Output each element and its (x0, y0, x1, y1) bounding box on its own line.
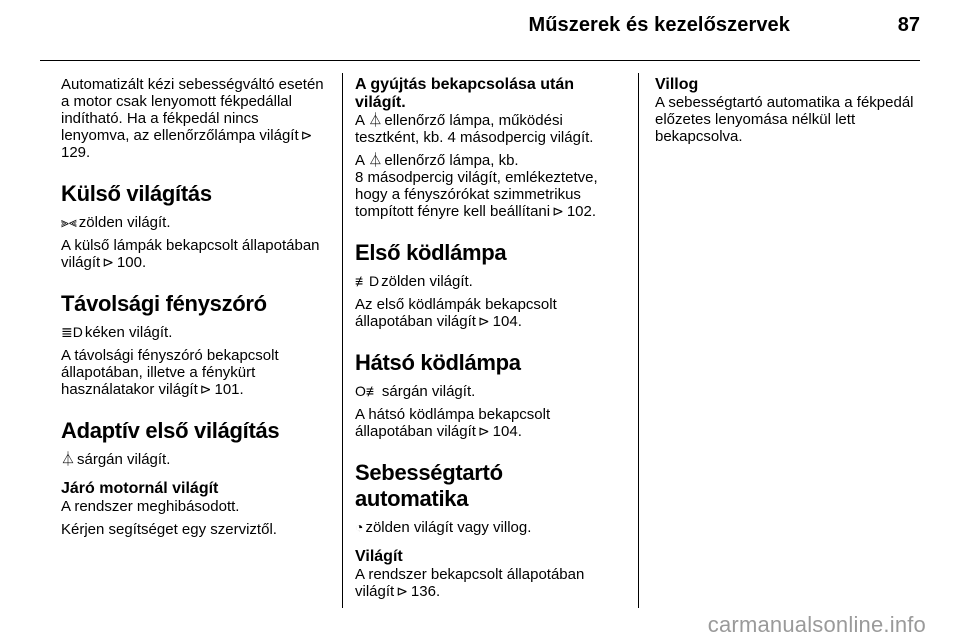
exterior-lighting-desc (61, 237, 326, 271)
column-3 (655, 76, 920, 151)
intro-paragraph (61, 76, 326, 161)
seek-service-text: Kérjen segítséget egy szerviztől. (61, 521, 277, 538)
page-ref-arrow-icon: ⊳ (300, 127, 313, 143)
page-ref[interactable]: 101. (214, 381, 244, 398)
column-divider-1 (342, 73, 343, 608)
side-lights-icon: ⫸⫷ (61, 214, 77, 230)
page-ref-arrow-icon: ⊳ (396, 583, 408, 599)
rear-fog-desc (355, 406, 620, 440)
subheading-illuminated: Világít (355, 548, 403, 565)
subheading-engine-running: Járó motornál világít (61, 480, 219, 497)
page-ref[interactable]: 129. (61, 144, 91, 161)
watermark-text: carmanualsonline.info (707, 612, 926, 637)
adaptive-lighting-status (61, 451, 326, 468)
page-ref[interactable]: 102. (566, 203, 597, 220)
page-number: 87 (897, 14, 920, 36)
column-1 (61, 76, 326, 544)
cruise-control-icon: ◔ (355, 519, 364, 535)
status-text: sárgán világít. (77, 451, 171, 468)
afl-reminder-paragraph: A ⏃ ellenőrző lámpa, kb. 8 másodpercig világít, emlékeztetve, hogy a fényszórókat szimmetrikus tompított fényre kell beállítani ⊳ 102. (355, 152, 598, 220)
desc-text: A külső lámpák bekapcsolt állapotában világít (61, 237, 320, 271)
section-heading-high-beam: Távolsági fényszóró (61, 291, 267, 316)
cruise-control-status (355, 519, 620, 536)
high-beam-desc (61, 347, 326, 398)
page-ref-arrow-icon: ⊳ (477, 423, 490, 439)
desc-text: A távolsági fényszóró bekapcsolt állapotában, illetve a fénykürt használatakor világít (61, 347, 279, 398)
status-text: zölden világít. (381, 273, 473, 290)
page-ref[interactable]: 104. (492, 423, 522, 440)
page-ref-arrow-icon: ⊳ (199, 381, 212, 397)
desc-text: 8 másodpercig világít, emlékeztetve, hogy a fényszórókat szimmetrikus tompított fényre kell beállítani (355, 169, 598, 220)
header-rule (40, 60, 920, 61)
status-text: kéken világít. (84, 324, 173, 341)
status-text: sárgán világít. (381, 383, 476, 400)
page-ref[interactable]: 136. (410, 583, 441, 600)
page-ref-arrow-icon: ⊳ (102, 254, 114, 270)
high-beam-status (61, 324, 326, 341)
section-heading-cruise-control: Sebességtartó automatika (355, 460, 503, 511)
front-fog-status (355, 273, 620, 290)
desc-text: ellenőrző lámpa, kb. (384, 152, 519, 169)
page-ref[interactable]: 104. (492, 313, 522, 330)
rear-fog-status (355, 383, 620, 400)
adaptive-lighting-icon: ⏃ (368, 152, 383, 168)
desc-text: A hátsó ködlámpa bekapcsolt állapotában világít (355, 406, 551, 440)
desc-text: A rendszer bekapcsolt állapotában világít (355, 566, 585, 600)
section-heading-exterior-lighting: Külső világítás (61, 181, 212, 206)
page-header-title: Műszerek és kezelőszervek (528, 14, 790, 36)
page-ref[interactable]: 100. (116, 254, 147, 271)
subheading-after-ignition: A gyújtás bekapcsolása után világít. (355, 76, 575, 111)
high-beam-icon: ≣D (61, 324, 83, 340)
afl-test-paragraph: A ⏃ ellenőrző lámpa, működési tesztként, kb. 4 másodpercig világít. (355, 112, 594, 146)
front-fog-icon: ≢D (355, 273, 380, 289)
status-text: zölden világít vagy villog. (365, 519, 532, 536)
adaptive-lighting-icon: ⏃ (61, 451, 75, 467)
section-heading-adaptive-lighting: Adaptív első világítás (61, 418, 280, 443)
section-heading-front-fog: Első ködlámpa (355, 240, 507, 265)
column-divider-2 (638, 73, 639, 608)
desc-text: Az első ködlámpák bekapcsolt állapotában világít (355, 296, 557, 330)
front-fog-desc (355, 296, 620, 330)
flashing-desc: A sebességtartó automatika a fékpedál előzetes lenyomása nélkül lett bekapcsolva. (655, 94, 914, 145)
status-text: zölden világít. (78, 214, 171, 231)
exterior-lighting-status (61, 214, 326, 231)
rear-fog-icon: O≢ (355, 383, 380, 399)
column-2 (355, 76, 620, 606)
intro-text: Automatizált kézi sebességváltó esetén a motor csak lenyomott fékpedállal indítható. Ha a fékpedál nincs lenyomva, az ellenőrzőlámpa világít (61, 76, 324, 144)
desc-text: ellenőrző lámpa, működési tesztként, kb. 4 másodpercig világít. (355, 112, 594, 146)
page-ref-arrow-icon: ⊳ (477, 313, 490, 329)
page-ref-arrow-icon: ⊳ (552, 203, 564, 219)
cruise-control-desc (355, 566, 620, 600)
section-heading-rear-fog: Hátsó ködlámpa (355, 350, 521, 375)
subheading-flashing: Villog (655, 76, 699, 93)
system-fault-text: A rendszer meghibásodott. (61, 498, 240, 515)
adaptive-lighting-icon: ⏃ (368, 112, 383, 128)
